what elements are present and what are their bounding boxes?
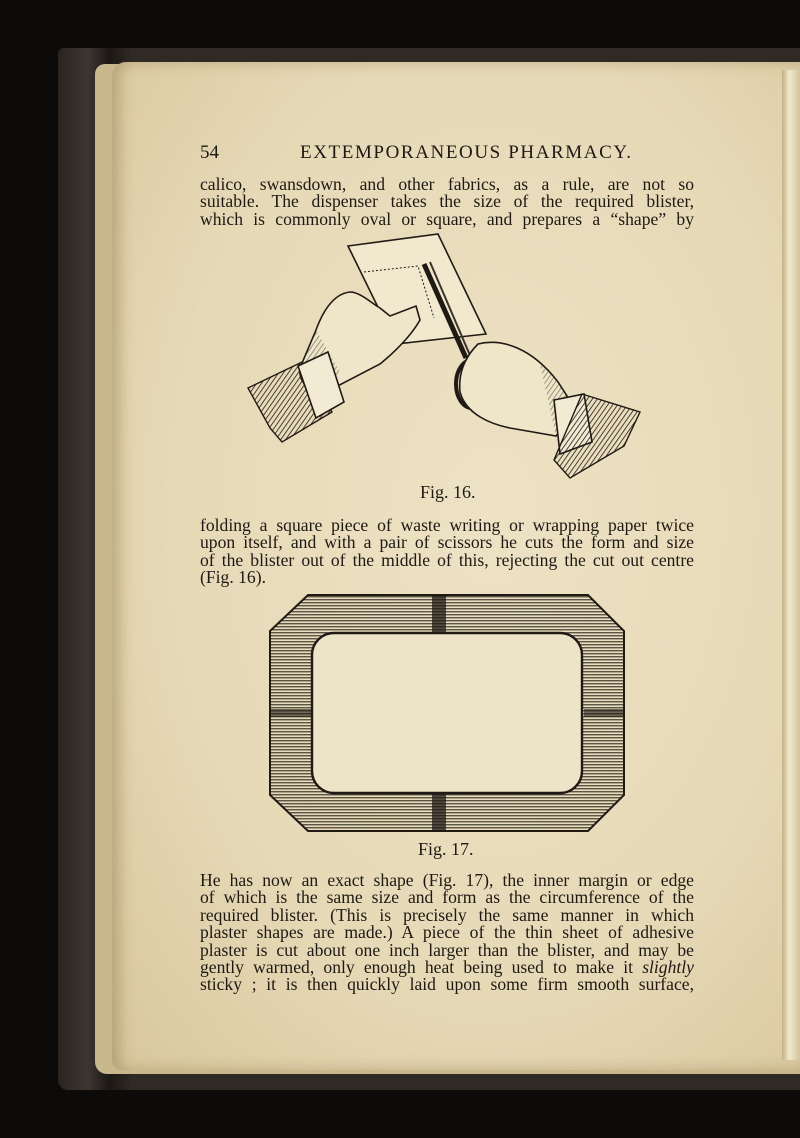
italic-word: slightly <box>642 957 694 978</box>
text-line: He has now an exact shape (Fig. 17), the inner margin or edge <box>200 870 694 890</box>
figure-17-caption: Fig. 17. <box>418 839 474 859</box>
running-title: EXTEMPORANEOUS PHARMACY. <box>300 142 633 163</box>
text-line: plaster is cut about one inch larger than the blister, and may be <box>200 939 694 960</box>
facing-page-edge <box>782 70 800 1060</box>
text-run: gently warmed, only enough heat being used to make it <box>200 957 633 978</box>
text-line: suitable. The dispenser takes the size of the required blister, <box>200 191 694 212</box>
figure-16-caption: Fig. 16. <box>420 482 476 502</box>
text-line: folding a square piece of waste writing or wrapping paper twice <box>200 515 694 535</box>
page-header <box>200 142 694 164</box>
text-line: which is commonly oval or square, and prepares a “shape” by <box>200 208 694 229</box>
paragraph-1 <box>200 176 694 228</box>
text-line: sticky ; it is then quickly laid upon some firm smooth surface, <box>200 974 694 995</box>
paragraph-3 <box>200 872 694 994</box>
page-number: 54 <box>200 142 219 163</box>
text-line: of which is the same size and form as the circumference of the <box>200 887 694 908</box>
text-line: of the blister out of the middle of this, rejecting the cut out centre <box>200 549 694 570</box>
text-line: (Fig. 16). <box>200 567 266 588</box>
figure-16-hands-scissors-illustration <box>240 232 650 484</box>
text-line: upon itself, and with a pair of scissors he cuts the form and size <box>200 532 694 553</box>
paragraph-2 <box>200 517 694 587</box>
figure-17-plaster-shape-illustration <box>268 593 628 833</box>
text-line: required blister. (This is precisely the same manner in which <box>200 904 694 925</box>
text-line: plaster shapes are made.) A piece of the thin sheet of adhesive <box>200 922 694 943</box>
text-line: calico, swansdown, and other fabrics, as a rule, are not so <box>200 174 694 194</box>
